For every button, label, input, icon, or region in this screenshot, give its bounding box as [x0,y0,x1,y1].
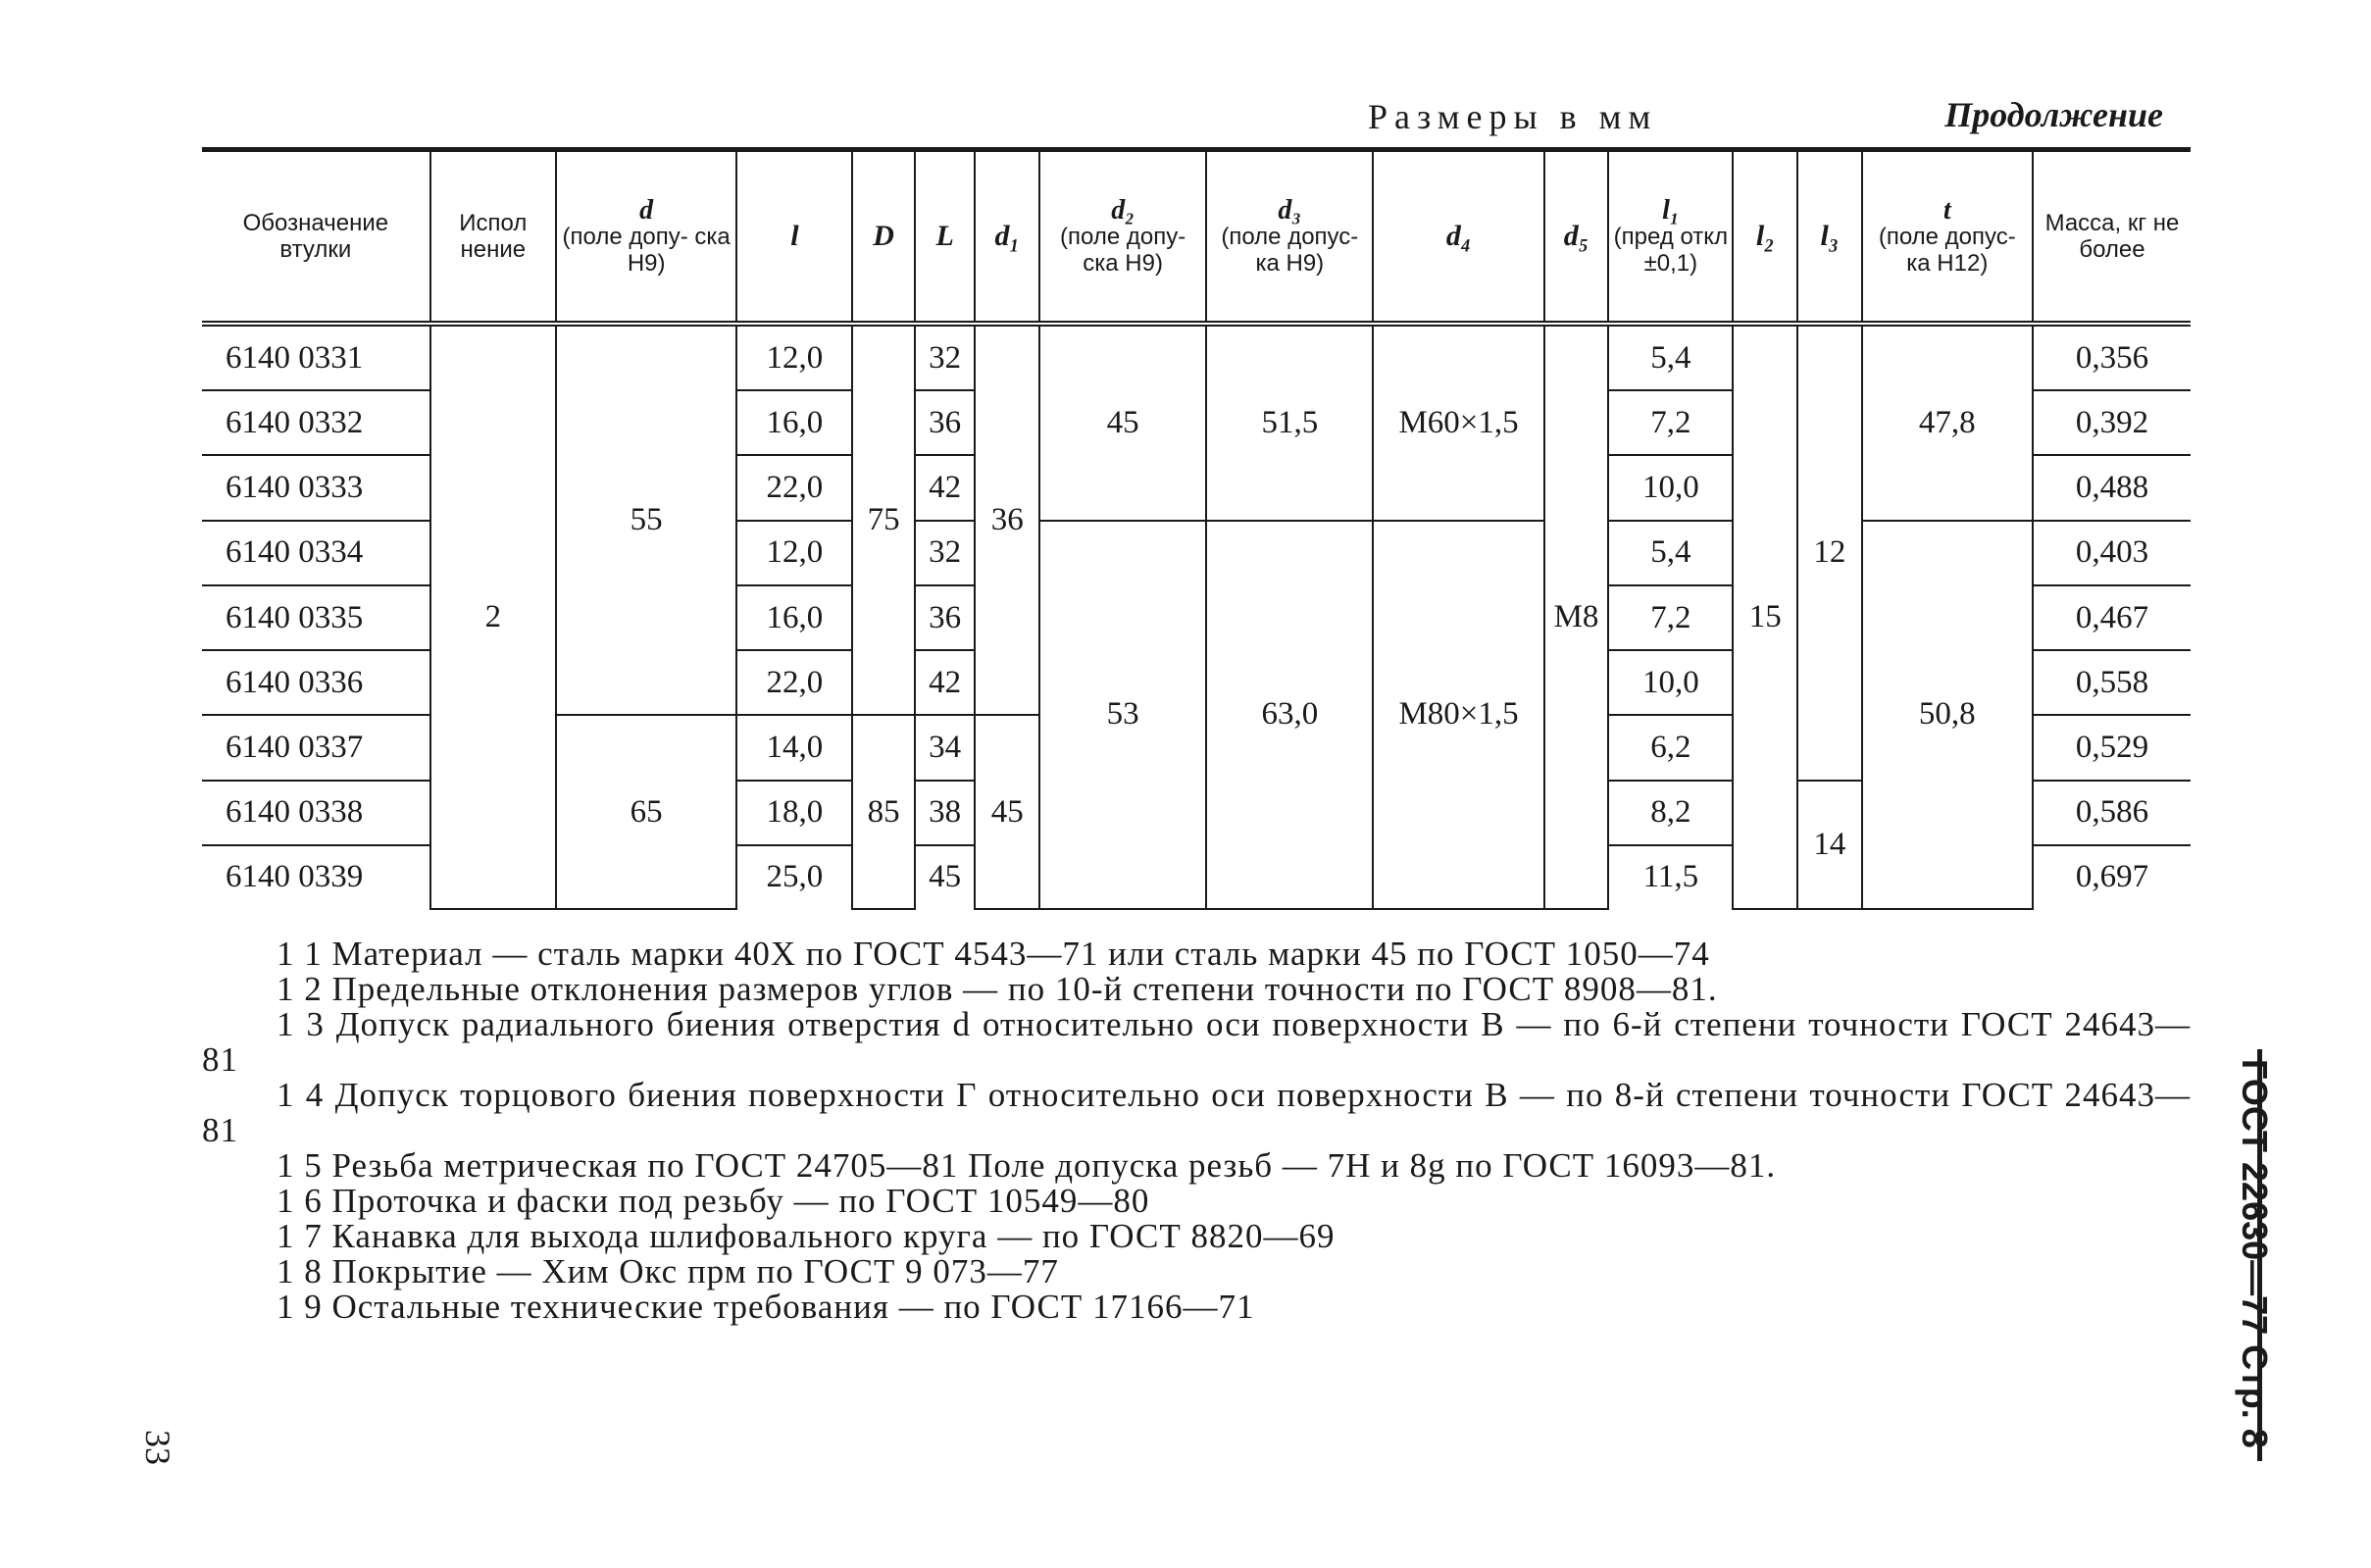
page-number: 33 [138,1430,177,1465]
cell-l1: 10,0 [1608,650,1733,715]
col-header-version: Испол нение [430,150,556,325]
cell-d4: M80×1,5 [1373,521,1543,909]
cell-l: 12,0 [736,324,852,390]
note-item: 1 8 Покрытие — Хим Окс прм по ГОСТ 9 073—77 [277,1252,1059,1290]
col-header-d: d (поле допу- ска Н9) [556,150,737,325]
cell-mass: 0,488 [2033,455,2191,520]
cell-L: 45 [915,845,976,909]
cell-L: 38 [915,781,976,845]
cell-l1: 7,2 [1608,585,1733,650]
cell-d2: 53 [1039,521,1206,909]
cell-l1: 5,4 [1608,324,1733,390]
cell-mass: 0,697 [2033,845,2191,909]
col-header-l3: l₃ [1797,150,1862,325]
cell-designation: 6140 0331 [202,324,430,390]
cell-l1: 10,0 [1608,455,1733,520]
cell-L: 34 [915,715,976,780]
note-item: 1 5 Резьба метрическая по ГОСТ 24705—81 Поле допуска резьб — 7H и 8g по ГОСТ 16093—81. [277,1146,1777,1185]
col-header-mass: Масса, кг не более [2033,150,2191,325]
note-item: 1 6 Проточка и фаски под резьбу — по ГОСТ 10549—80 [277,1182,1150,1220]
cell-L: 32 [915,521,976,585]
cell-designation: 6140 0333 [202,455,430,520]
cell-designation: 6140 0336 [202,650,430,715]
col-header-l: l [736,150,852,325]
cell-mass: 0,403 [2033,521,2191,585]
cell-d1: 45 [975,715,1039,909]
note-item: 1 2 Предельные отклонения размеров углов — по 10-й степени точности по ГОСТ 8908—81. [277,970,1718,1008]
cell-d: 55 [556,324,737,715]
cell-l1: 11,5 [1608,845,1733,909]
col-header-d5: d₅ [1544,150,1609,325]
table-row [202,324,2191,390]
cell-l: 14,0 [736,715,852,780]
cell-l3: 14 [1797,781,1862,909]
cell-L: 42 [915,650,976,715]
cell-d4: M60×1,5 [1373,324,1543,521]
col-header-d4: d₄ [1373,150,1543,325]
cell-D: 75 [852,324,915,715]
cell-mass: 0,356 [2033,324,2191,390]
cell-d3: 51,5 [1206,324,1373,521]
cell-d1: 36 [975,324,1039,715]
cell-d2: 45 [1039,324,1206,521]
note-item: 1 9 Остальные технические требования — по ГОСТ 17166—71 [277,1288,1255,1326]
technical-notes [202,936,2191,1325]
cell-designation: 6140 0334 [202,521,430,585]
cell-mass: 0,392 [2033,390,2191,455]
sizes-caption: Размеры в мм [1368,97,1658,136]
cell-L: 32 [915,324,976,390]
standard-reference: ГОСТ 22630—77 Стр. 8 [2235,1059,2275,1448]
cell-mass: 0,467 [2033,585,2191,650]
cell-l: 16,0 [736,390,852,455]
cell-l: 25,0 [736,845,852,909]
cell-designation: 6140 0335 [202,585,430,650]
col-header-l2: l₂ [1733,150,1797,325]
col-header-L: L [915,150,976,325]
dimensions-table [202,147,2191,910]
cell-L: 42 [915,455,976,520]
col-header-D: D [852,150,915,325]
cell-designation: 6140 0337 [202,715,430,780]
cell-d3: 63,0 [1206,521,1373,909]
cell-l: 12,0 [736,521,852,585]
cell-designation: 6140 0332 [202,390,430,455]
continuation-caption: Продолжение [1944,95,2163,134]
cell-t: 50,8 [1862,521,2033,909]
cell-l1: 6,2 [1608,715,1733,780]
col-header-d2: d₂ (поле допу- ска Н9) [1039,150,1206,325]
cell-l3: 12 [1797,324,1862,781]
cell-version: 2 [430,324,556,909]
table-header-row [202,150,2191,325]
cell-l1: 5,4 [1608,521,1733,585]
cell-designation: 6140 0338 [202,781,430,845]
col-header-l1: l₁ (пред откл ±0,1) [1608,150,1733,325]
cell-l: 22,0 [736,455,852,520]
cell-L: 36 [915,390,976,455]
cell-mass: 0,586 [2033,781,2191,845]
note-item: 1 4 Допуск торцового биения поверхности Г относительно оси поверхности В — по 8-й степени точности ГОСТ 24643—81 [202,1076,2191,1149]
col-header-t: t (поле допус- ка Н12) [1862,150,2033,325]
cell-l: 16,0 [736,585,852,650]
cell-designation: 6140 0339 [226,859,364,895]
cell-l: 18,0 [736,781,852,845]
cell-mass: 0,558 [2033,650,2191,715]
col-header-d3: d₃ (поле допус- ка Н9) [1206,150,1373,325]
cell-D: 85 [852,715,915,909]
cell-d: 65 [556,715,737,909]
cell-l: 22,0 [736,650,852,715]
cell-l1: 7,2 [1608,390,1733,455]
cell-l2: 15 [1733,324,1797,909]
cell-L: 36 [915,585,976,650]
note-item: 1 7 Канавка для выхода шлифовального круга — по ГОСТ 8820—69 [277,1217,1336,1255]
cell-l1: 8,2 [1608,781,1733,845]
cell-d5: M8 [1544,324,1609,909]
note-item: 1 3 Допуск радиального биения отверстия d относительно оси поверхности В — по 6-й степени точности ГОСТ 24643—81 [202,1005,2191,1079]
col-header-designation: Обозначение втулки [202,150,430,325]
note-item: 1 1 Материал — сталь марки 40Х по ГОСТ 4543—71 или сталь марки 45 по ГОСТ 1050—74 [277,935,1710,973]
cell-t: 47,8 [1862,324,2033,521]
cell-mass: 0,529 [2033,715,2191,780]
col-header-d1: d₁ [975,150,1039,325]
